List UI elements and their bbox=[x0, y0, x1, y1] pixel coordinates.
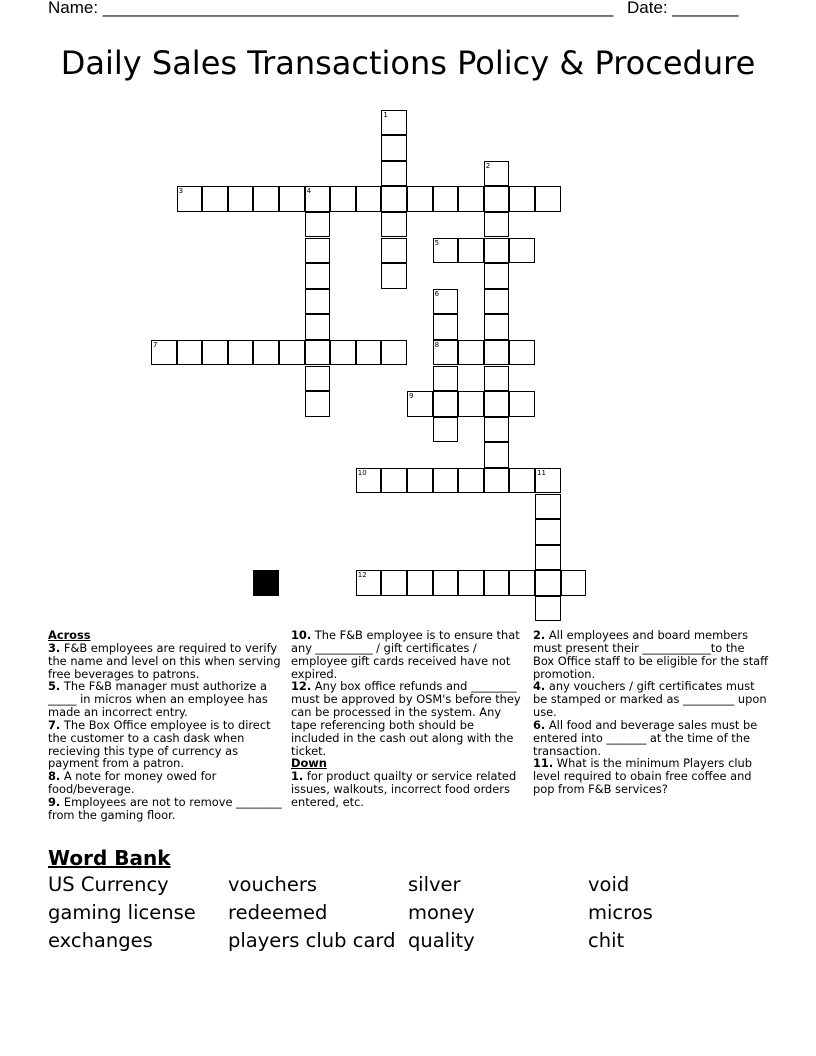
grid-cell[interactable] bbox=[381, 340, 407, 366]
clue-text: Any box office refunds and ________ must be approved by OSM's before they can be processed in the system. Any tape referencing both should be included in the cash out along with the ticket. bbox=[291, 679, 521, 758]
grid-cell[interactable] bbox=[484, 161, 510, 187]
clue-item bbox=[48, 719, 284, 770]
word-bank-item: vouchers bbox=[228, 873, 318, 896]
grid-cell[interactable] bbox=[305, 186, 331, 212]
grid-cell[interactable] bbox=[484, 186, 510, 212]
clue-text: The Box Office employee is to direct the customer to a cash dask when recieving this type of currency as payment from a patron. bbox=[48, 717, 271, 771]
grid-cell[interactable] bbox=[535, 468, 561, 494]
grid-cell[interactable] bbox=[433, 314, 459, 340]
grid-cell[interactable] bbox=[433, 417, 459, 443]
grid-cell[interactable] bbox=[484, 289, 510, 315]
grid-cell[interactable] bbox=[458, 186, 484, 212]
grid-cell[interactable] bbox=[407, 391, 433, 417]
word-bank-item: redeemed bbox=[228, 901, 328, 924]
grid-cell[interactable] bbox=[381, 110, 407, 136]
clue-number-label: 11. bbox=[533, 756, 554, 771]
grid-cell[interactable] bbox=[305, 212, 331, 238]
grid-cell[interactable] bbox=[484, 314, 510, 340]
clue-number-label: 12. bbox=[291, 679, 312, 694]
word-bank-item: chit bbox=[588, 929, 625, 952]
grid-cell[interactable] bbox=[407, 468, 433, 494]
clue-number: 7 bbox=[153, 340, 158, 349]
grid-cell[interactable] bbox=[509, 391, 535, 417]
clues-column-3 bbox=[533, 629, 769, 796]
grid-cell[interactable] bbox=[228, 186, 254, 212]
grid-cell[interactable] bbox=[484, 263, 510, 289]
clue-text: All food and beverage sales must be entered into _______ at the time of the transaction. bbox=[533, 717, 758, 758]
clue-number: 10 bbox=[357, 468, 367, 477]
clue-number-label: 9. bbox=[48, 794, 61, 809]
clue-text: All employees and board members must present their ____________to the Box Office staff to be eligible for the staff promotion. bbox=[533, 628, 769, 681]
clue-text: F&B employees are required to verify the name and level on this when serving free beverages to patrons. bbox=[48, 640, 281, 681]
grid-cell[interactable] bbox=[305, 391, 331, 417]
word-bank-item: quality bbox=[408, 929, 475, 952]
clue-number-label: 2. bbox=[533, 628, 546, 642]
clue-text: any vouchers / gift certificates must be stamped or marked as _________ upon use. bbox=[533, 679, 767, 720]
grid-cell[interactable] bbox=[509, 340, 535, 366]
grid-cell[interactable] bbox=[305, 366, 331, 392]
grid-cell[interactable] bbox=[484, 366, 510, 392]
grid-cell[interactable] bbox=[484, 212, 510, 238]
grid-cell[interactable] bbox=[305, 289, 331, 315]
clue-text: Employees are not to remove ________ from the gaming floor. bbox=[48, 794, 282, 822]
grid-cell[interactable] bbox=[509, 570, 535, 596]
grid-cell[interactable] bbox=[561, 570, 587, 596]
grid-cell[interactable] bbox=[509, 186, 535, 212]
grid-cell[interactable] bbox=[253, 340, 279, 366]
clue-number: 3 bbox=[178, 187, 184, 196]
word-bank-item: US Currency bbox=[48, 873, 169, 896]
grid-cell[interactable] bbox=[458, 391, 484, 417]
word-bank-item: silver bbox=[408, 873, 461, 896]
word-bank-item: exchanges bbox=[48, 929, 153, 952]
grid-cell[interactable] bbox=[381, 212, 407, 238]
grid-cell[interactable] bbox=[279, 186, 305, 212]
clue-number-label: 7. bbox=[48, 717, 61, 732]
grid-cell[interactable] bbox=[305, 314, 331, 340]
clue-text: A note for money owed for food/beverage. bbox=[48, 769, 217, 797]
grid-cell[interactable] bbox=[151, 340, 177, 366]
clue-item bbox=[48, 770, 284, 796]
clue-text: The F&B employee is to ensure that any __________ / gift certificates / employee gift cards received have not expired. bbox=[291, 628, 520, 681]
clue-number-label: 8. bbox=[48, 769, 61, 784]
clues-column-2 bbox=[291, 629, 525, 809]
clue-item bbox=[291, 680, 525, 757]
grid-cell[interactable] bbox=[458, 238, 484, 264]
clue-number: 1 bbox=[383, 110, 388, 119]
grid-cell[interactable] bbox=[433, 186, 459, 212]
grid-cell[interactable] bbox=[253, 186, 279, 212]
clue-item bbox=[48, 796, 284, 822]
clue-text: for product quailty or service related issues, walkouts, incorrect food orders entered, etc. bbox=[291, 769, 517, 809]
grid-cell[interactable] bbox=[381, 263, 407, 289]
down-heading: Down bbox=[291, 756, 327, 771]
word-bank-item: micros bbox=[588, 901, 653, 924]
clue-number: 9 bbox=[409, 392, 414, 401]
clue-number-label: 10. bbox=[291, 628, 312, 642]
grid-cell[interactable] bbox=[535, 186, 561, 212]
grid-cell[interactable] bbox=[484, 417, 510, 443]
grid-cell[interactable] bbox=[458, 340, 484, 366]
grid-cell[interactable] bbox=[535, 596, 561, 622]
grid-cell[interactable] bbox=[305, 263, 331, 289]
grid-cell[interactable] bbox=[228, 340, 254, 366]
clues-column-1 bbox=[48, 629, 284, 822]
clue-number-label: 1. bbox=[291, 769, 304, 784]
grid-cell[interactable] bbox=[484, 340, 510, 366]
word-bank-title: Word Bank bbox=[48, 846, 171, 870]
grid-cell[interactable] bbox=[381, 468, 407, 494]
grid-cell[interactable] bbox=[202, 340, 228, 366]
grid-cell[interactable] bbox=[484, 238, 510, 264]
clue-item bbox=[533, 719, 769, 758]
clue-number: 5 bbox=[434, 238, 440, 247]
grid-cell[interactable] bbox=[535, 570, 561, 596]
grid-cell[interactable] bbox=[381, 186, 407, 212]
grid-cell[interactable] bbox=[535, 545, 561, 571]
grid-cell[interactable] bbox=[433, 570, 459, 596]
clue-number: 6 bbox=[434, 289, 440, 298]
clue-number: 2 bbox=[485, 161, 491, 170]
grid-cell[interactable] bbox=[535, 494, 561, 520]
grid-cell[interactable] bbox=[407, 186, 433, 212]
grid-cell[interactable] bbox=[509, 238, 535, 264]
across-heading: Across bbox=[48, 628, 91, 642]
clue-item bbox=[533, 757, 769, 796]
clue-text: What is the minimum Players club level required to obain free coffee and pop from F&B services? bbox=[533, 756, 752, 797]
clue-number: 4 bbox=[306, 187, 312, 196]
grid-cell[interactable] bbox=[433, 340, 459, 366]
clue-number: 11 bbox=[537, 468, 546, 477]
grid-cell[interactable] bbox=[509, 468, 535, 494]
grid-cell[interactable] bbox=[381, 570, 407, 596]
grid-cell[interactable] bbox=[305, 340, 331, 366]
clue-item bbox=[533, 629, 769, 680]
grid-cell[interactable] bbox=[535, 519, 561, 545]
grid-cell[interactable] bbox=[177, 340, 203, 366]
grid-cell[interactable] bbox=[330, 340, 356, 366]
grid-cell[interactable] bbox=[356, 468, 382, 494]
clue-item bbox=[48, 642, 284, 681]
grid-cell[interactable] bbox=[356, 570, 382, 596]
clue-number-label: 5. bbox=[48, 679, 61, 694]
grid-cell[interactable] bbox=[356, 340, 382, 366]
clue-item bbox=[48, 680, 284, 719]
word-bank-item: gaming license bbox=[48, 901, 196, 924]
grid-cell[interactable] bbox=[305, 238, 331, 264]
grid-cell[interactable] bbox=[484, 391, 510, 417]
grid-cell[interactable] bbox=[407, 570, 433, 596]
clue-number-label: 6. bbox=[533, 717, 546, 732]
grid-cell[interactable] bbox=[356, 186, 382, 212]
clue-number: 8 bbox=[434, 340, 440, 349]
grid-cell[interactable] bbox=[433, 366, 459, 392]
grid-cell[interactable] bbox=[484, 570, 510, 596]
clue-number: 12 bbox=[357, 571, 367, 580]
page-title: Daily Sales Transactions Policy & Procedure bbox=[60, 44, 756, 82]
grid-cell[interactable] bbox=[381, 135, 407, 161]
word-bank-item: money bbox=[408, 901, 475, 924]
word-bank-item: void bbox=[588, 873, 630, 896]
word-bank-item: players club card bbox=[228, 929, 396, 952]
grid-cell[interactable] bbox=[433, 238, 459, 264]
grid-cell[interactable] bbox=[433, 289, 459, 315]
name-field-label: Name: ______________________________________________________ bbox=[48, 0, 614, 17]
grid-cell[interactable] bbox=[484, 468, 510, 494]
clue-number-label: 4. bbox=[533, 679, 546, 694]
black-cell bbox=[253, 570, 279, 596]
clue-number-label: 3. bbox=[48, 640, 61, 655]
grid-cell[interactable] bbox=[202, 186, 228, 212]
grid-cell[interactable] bbox=[433, 468, 459, 494]
grid-cell[interactable] bbox=[381, 161, 407, 187]
grid-cell[interactable] bbox=[484, 442, 510, 468]
grid-cell[interactable] bbox=[458, 570, 484, 596]
clue-item bbox=[291, 629, 525, 680]
grid-cell[interactable] bbox=[330, 186, 356, 212]
clue-item bbox=[533, 680, 769, 719]
clue-text: The F&B manager must authorize a _____ in micros when an employee has made an incorrect entry. bbox=[48, 679, 268, 720]
grid-cell[interactable] bbox=[381, 238, 407, 264]
clue-item bbox=[291, 770, 525, 809]
grid-cell[interactable] bbox=[279, 340, 305, 366]
date-field-label: Date: _______ bbox=[627, 0, 739, 17]
grid-cell[interactable] bbox=[433, 391, 459, 417]
grid-cell[interactable] bbox=[177, 186, 203, 212]
grid-cell[interactable] bbox=[458, 468, 484, 494]
